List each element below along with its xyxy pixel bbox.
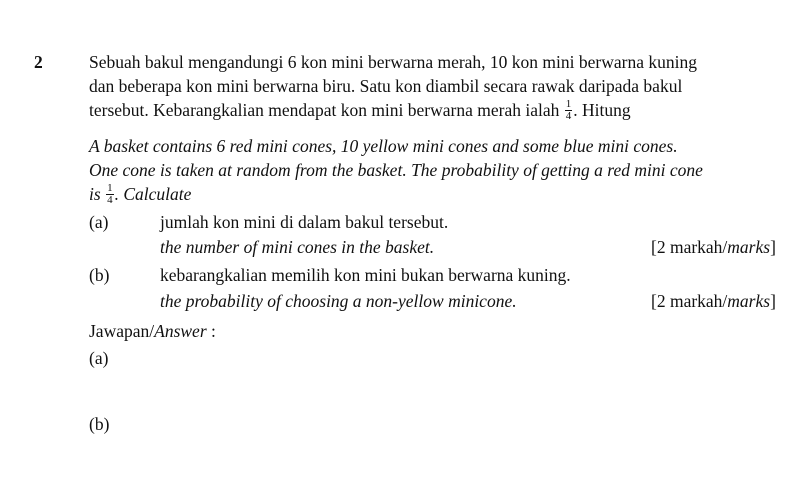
part-b-label: (b)	[89, 265, 110, 285]
answer-heading-malay: Jawapan/	[89, 321, 155, 341]
part-a-marks-prefix: [2 markah/	[651, 237, 728, 257]
part-b-marks	[651, 290, 776, 312]
question-english-tail: . Calculate	[114, 184, 192, 204]
part-a-marks-italic: marks	[727, 237, 771, 257]
part-a-label: (a)	[89, 212, 109, 232]
part-b-marks-prefix: [2 markah/	[651, 291, 728, 311]
fraction-numerator-english: 1	[107, 182, 113, 195]
answer-heading	[89, 320, 216, 342]
part-a-english: the number of mini cones in the basket.	[160, 237, 435, 257]
answer-heading-colon: :	[206, 321, 216, 341]
fraction-denominator: 4	[565, 110, 572, 123]
part-a-marks	[651, 236, 776, 258]
question-english-line-1: A basket contains 6 red mini cones, 10 yellow mini cones and some blue mini cones.	[89, 136, 678, 156]
fraction-denominator-english: 4	[107, 194, 113, 207]
question-malay-line-1: Sebuah bakul mengandungi 6 kon mini berwarna merah, 10 kon mini berwarna kuning	[89, 52, 697, 72]
answer-label-b: (b)	[89, 414, 110, 434]
question-english-line-3	[89, 183, 191, 207]
question-malay-line-2: dan beberapa kon mini berwarna biru. Satu kon diambil secara rawak daripada bakul	[89, 76, 683, 96]
part-a-marks-suffix: ]	[770, 237, 776, 257]
question-malay-tail: . Hitung	[573, 100, 631, 120]
fraction-one-quarter-english	[106, 183, 114, 206]
question-english-line-3-text: is	[89, 184, 101, 204]
answer-label-a: (a)	[89, 348, 109, 368]
question-number: 2	[34, 52, 43, 72]
fraction-one-quarter	[565, 99, 573, 122]
part-b-malay: kebarangkalian memilih kon mini bukan berwarna kuning.	[160, 265, 571, 285]
part-b-marks-suffix: ]	[770, 291, 776, 311]
fraction-numerator: 1	[565, 98, 572, 111]
question-malay-line-3	[89, 99, 631, 123]
part-b-english: the probability of choosing a non-yellow minicone.	[160, 291, 517, 311]
part-a-malay: jumlah kon mini di dalam bakul tersebut.	[160, 212, 449, 232]
question-english-line-2: One cone is taken at random from the basket. The probability of getting a red mini cone	[89, 160, 703, 180]
answer-heading-english: Answer	[154, 321, 207, 341]
question-malay-line-3-text: tersebut. Kebarangkalian mendapat kon mini berwarna merah ialah	[89, 100, 560, 120]
part-b-marks-italic: marks	[727, 291, 771, 311]
